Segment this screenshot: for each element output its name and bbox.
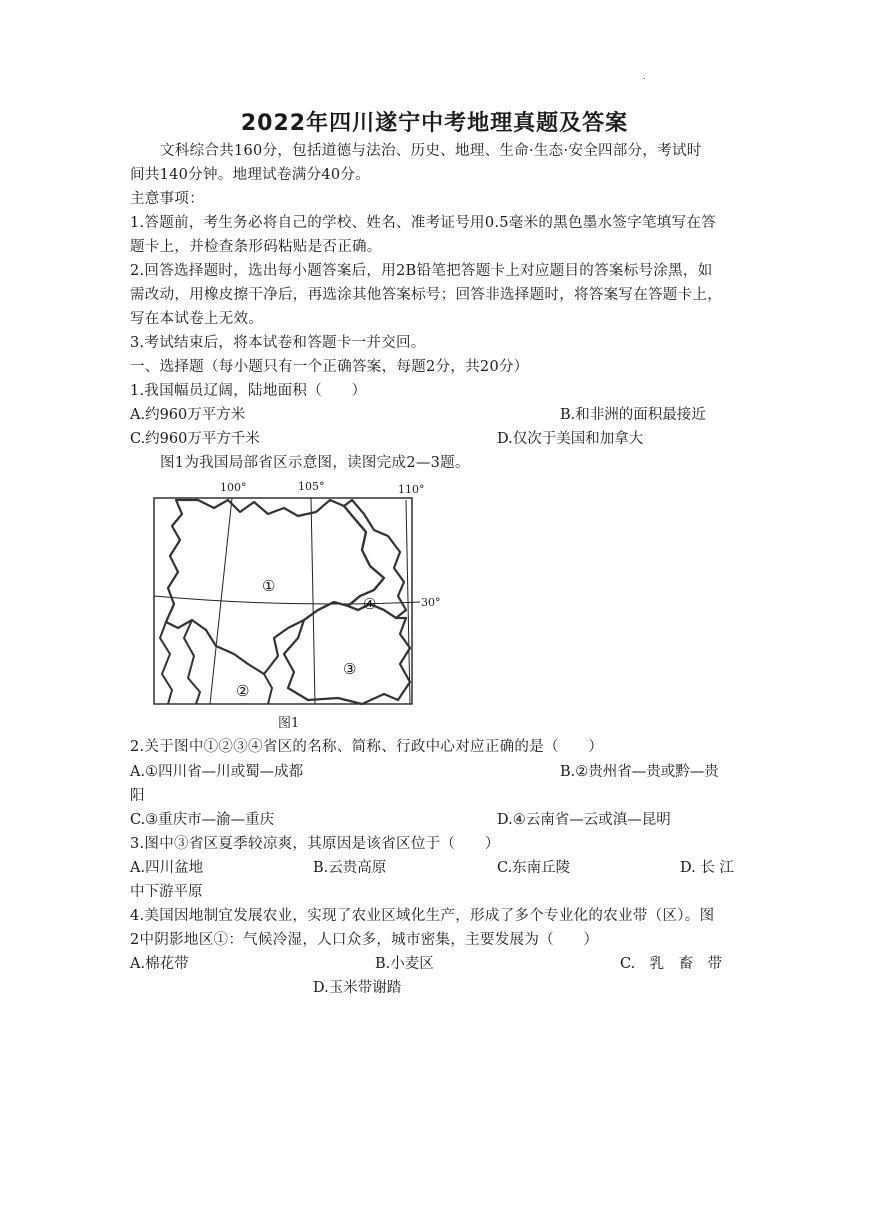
q4-option-d: D.玉米带谢踏 bbox=[313, 980, 402, 996]
region-label-3: ③ bbox=[343, 660, 357, 678]
lon-label-105: 105° bbox=[298, 480, 325, 493]
q2-option-d: D.④云南省—云或滇—昆明 bbox=[497, 812, 671, 828]
figure-caption: 图1 bbox=[278, 716, 300, 731]
region-label-4: ④ bbox=[363, 595, 377, 613]
q1-option-d: D.仅次于美国和加拿大 bbox=[497, 431, 644, 447]
lat-label-30: 30° bbox=[421, 596, 441, 609]
notice-1a: 1.答题前，考生务必将自己的学校、姓名、准考证号用0.5毫米的黑色墨水签字笔填写在答 bbox=[130, 215, 716, 231]
notice-2b: 需改动，用橡皮擦干净后，再选涂其他答案标号；回答非选择题时，将答案写在答题卡上， bbox=[130, 287, 722, 303]
intro-line-1: 文科综合共160分，包括道德与法治、历史、地理、生命·生态·安全四部分，考试时 bbox=[160, 143, 702, 159]
notice-2a: 2.回答选择题时，选出每小题答案后，用2B铅笔把答题卡上对应题目的答案标号涂黑，如 bbox=[130, 263, 713, 279]
page-dot: . bbox=[643, 72, 646, 81]
region-label-2: ② bbox=[236, 682, 250, 700]
figure-1-map bbox=[148, 478, 448, 713]
question-1: 1.我国幅员辽阔，陆地面积（ ） bbox=[130, 383, 367, 399]
notice-3: 3.考试结束后，将本试卷和答题卡一并交回。 bbox=[130, 335, 426, 351]
intro-line-2: 间共140分钟。地理试卷满分40分。 bbox=[130, 167, 371, 183]
q2-option-b: B.②贵州省—贵或黔—贵 bbox=[560, 764, 719, 780]
region-label-1: ① bbox=[262, 577, 276, 595]
q3-option-c: C.东南丘陵 bbox=[497, 860, 571, 876]
question-4-line-1: 4.美国因地制宜发展农业，实现了农业区域化生产，形成了多个专业化的农业带（区）。图 bbox=[130, 908, 715, 924]
q2-option-a: A.①四川省—川或蜀—成都 bbox=[130, 764, 304, 780]
q3-option-d-cont: 中下游平原 bbox=[130, 884, 203, 900]
province-boundary-guizhou bbox=[284, 602, 410, 704]
q2-option-c: C.③重庆市—渝—重庆 bbox=[130, 812, 275, 828]
q2-option-b-cont: 阳 bbox=[130, 788, 145, 804]
meridian-105 bbox=[311, 498, 315, 704]
section-heading: 一、选择题（每小题只有一个正确答案，每题2分，共20分） bbox=[130, 359, 529, 375]
q1-option-a: A.约960万平方米 bbox=[130, 407, 246, 423]
q3-option-a: A.四川盆地 bbox=[130, 860, 204, 876]
q4-option-c: C. 乳 畜 带 bbox=[620, 956, 723, 972]
page-title: 2022年四川遂宁中考地理真题及答案 bbox=[240, 111, 629, 136]
lon-label-100: 100° bbox=[220, 481, 247, 494]
lon-label-110: 110° bbox=[398, 483, 425, 496]
q1-option-b: B.和非洲的面积最接近 bbox=[560, 407, 706, 423]
notice-2c: 写在本试卷上无效。 bbox=[130, 311, 264, 327]
question-3: 3.图中③省区夏季较凉爽，其原因是该省区位于（ ） bbox=[130, 836, 500, 852]
q4-option-a: A.棉花带 bbox=[130, 956, 189, 972]
figure-intro: 图1为我国局部省区示意图，读图完成2—3题。 bbox=[160, 455, 470, 471]
q3-option-d: D. 长 江 bbox=[680, 860, 734, 876]
notice-1b: 题卡上，并检查条形码粘贴是否正确。 bbox=[130, 239, 382, 255]
question-2: 2.关于图中①②③④省区的名称、简称、行政中心对应正确的是（ ） bbox=[130, 739, 604, 755]
parallel-30 bbox=[154, 596, 420, 604]
province-boundary-yunnan bbox=[160, 620, 272, 704]
notice-heading: 主意事项： bbox=[130, 191, 204, 207]
q4-option-b: B.小麦区 bbox=[375, 956, 434, 972]
q1-option-c: C.约960万平方千米 bbox=[130, 431, 260, 447]
q3-option-b: B.云贵高原 bbox=[313, 860, 387, 876]
question-4-line-2: 2中阴影地区①：气候冷湿，人口众多，城市密集，主要发展为（ ） bbox=[130, 932, 599, 948]
